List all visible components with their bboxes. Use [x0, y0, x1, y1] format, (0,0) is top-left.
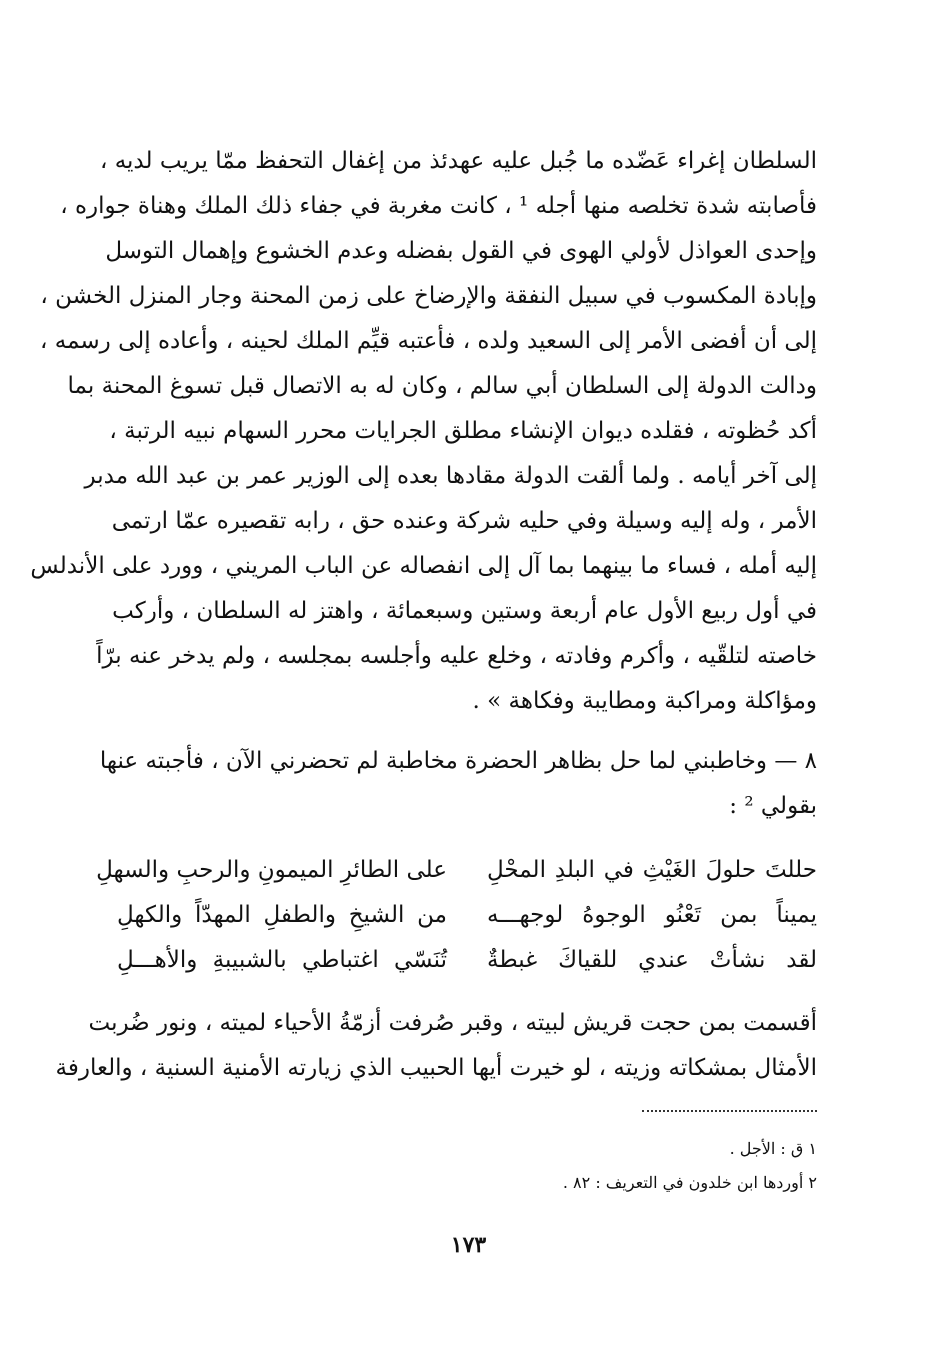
text-line: أكد حُظوته ، فقلده ديوان الإنشاء مطلق الجرايات محرر السهام نبيه الرتبة ،	[109, 418, 817, 444]
text-line: خاصته لتلقّيه ، وأكرم وفادته ، وخلع عليه وأجلسه بمجلسه ، ولم يدخر عنه برّاً	[96, 643, 817, 669]
page-number: ١٧٣	[450, 1232, 487, 1258]
footnote: ١ ق : الأجل .	[729, 1139, 817, 1158]
text-line: إلى آخر أيامه . ولما ألقت الدولة مقادها بعده إلى الوزير عمر بن عبد الله مدبر	[84, 463, 817, 489]
text-line: إليه أمله ، فساء ما بينهما بما آل إلى انفصاله عن الباب المريني ، وورد على الأندلس	[30, 553, 817, 579]
text-line: فأصابته شدة تخلصه منها أجله ¹ ، كانت مغربة في جفاء ذلك الملك وهناة جواره ،	[60, 193, 817, 219]
text-line: الأمر ، وله إليه وسيلة وفي حليه شركة وعنده حق ، رابه تقصيره عمّا ارتمى	[111, 508, 817, 534]
poem-verse	[117, 943, 817, 977]
text-line: ومؤاكلة ومراكبة ومطايبة وفكاهة » .	[472, 688, 817, 714]
text-line: في أول ربيع الأول عام أربعة وستين وسبعمائة ، واهتز له السلطان ، وأركب	[112, 598, 817, 624]
text-line: ودالت الدولة إلى السلطان أبي سالم ، وكان له به الاتصال قبل تسوغ المحنة بما	[67, 373, 817, 399]
text-line: أقسمت بمن حجت قريش لبيته ، وقبر صُرفت أزمّةُ الأحياء لميته ، ونور ضُربت	[88, 1010, 817, 1036]
text-line: وإحدى العواذل لأولي الهوى في القول بفضله وعدم الخشوع وإهمال التوسل	[105, 238, 817, 264]
footnote: ٢ أوردها ابن خلدون في التعريف : ٨٢ .	[562, 1173, 817, 1192]
text-line: الأمثال بمشكاته وزيته ، لو خيرت أيها الحبيب الذي زيارته الأمنية السنية ، والعارفة	[55, 1055, 817, 1081]
poem-hemistich-first: لقد نشأتْ عندي للقياكَ غبطةٌ	[487, 947, 817, 973]
poem-hemistich-second: على الطائرِ الميمونِ والرحبِ والسهلِ	[96, 857, 447, 883]
poem-verse	[117, 898, 817, 932]
text-line: بقولي ² :	[729, 793, 817, 819]
footnote-separator	[642, 1110, 817, 1112]
text-line: إلى أن أفضى الأمر إلى السعيد ولده ، فأعتبه قيِّم الملك لحينه ، وأعاده إلى رسمه ،	[40, 328, 817, 354]
text-line: السلطان إغراء عَضّده ما جُبل عليه عهدئذ من إغفال التحفظ ممّا يريب لديه ،	[99, 148, 817, 174]
text-line: ٨ — وخاطبني لما حل بظاهر الحضرة مخاطبة لم تحضرني الآن ، فأجبته عنها	[99, 748, 817, 774]
poem-hemistich-first: يميناً بمن تَعْنُو الوجوهُ لوجهـــه	[487, 902, 817, 928]
text-line: وإبادة المكسوب في سبيل النفقة والإرضاخ على زمن المحنة وجار المنزل الخشن ،	[40, 283, 817, 309]
poem-hemistich-first: حللتَ حلولَ الغَيْثِ في البلدِ المحْلِ	[487, 857, 817, 883]
poem-verse	[96, 853, 817, 887]
poem-hemistich-second: من الشيخِ والطفلِ المهدّاً والكهلِ	[117, 902, 447, 928]
poem-hemistich-second: تُنَسّي اغتباطي بالشبيبةِ والأهـــلِ	[117, 947, 447, 973]
